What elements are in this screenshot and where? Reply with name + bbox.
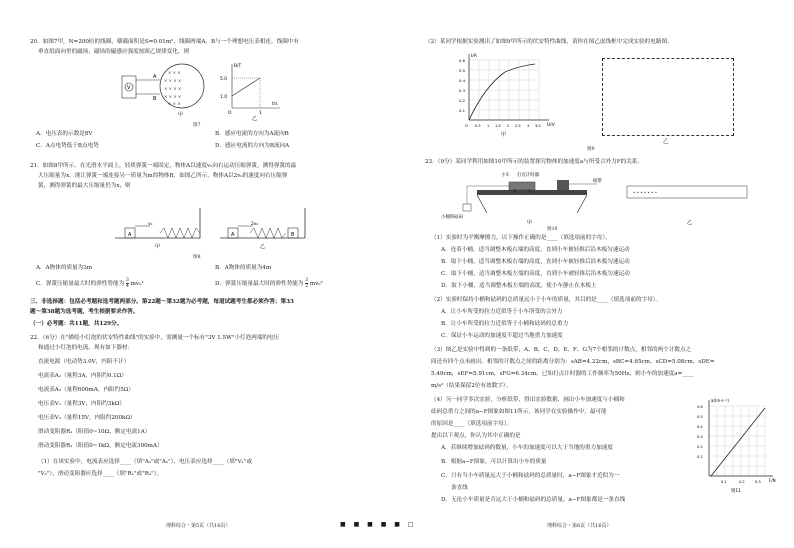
q22-item-1: 电流表A₁（量程3A，内阻约0.1Ω） bbox=[38, 373, 127, 379]
iu-xlabel: U/V bbox=[547, 123, 555, 128]
q20-stem-2: 垂直纸面向里的磁场，磁场的磁感应强度按图乙规律变化，则 bbox=[38, 49, 190, 55]
fig9-caption: 图9 bbox=[587, 147, 595, 152]
iu-origin: O bbox=[465, 123, 468, 128]
q21-opt-c bbox=[36, 278, 144, 289]
iu-ytick-3: 0.3 bbox=[459, 88, 466, 93]
af-xlabel: F/N bbox=[769, 478, 776, 483]
label-A: A bbox=[153, 74, 157, 80]
figure-11 bbox=[693, 396, 783, 496]
svg-text:• • • • • • •: • • • • • • • bbox=[633, 190, 658, 195]
fig9-jia: 甲 bbox=[501, 132, 507, 138]
fig7-caption: 图7 bbox=[193, 123, 201, 128]
right-page bbox=[397, 0, 794, 548]
q22-line1: 22．（6分）在"描绘小灯泡的伏安特性曲线"的实验中，需测量一个标有"3V 1.5W"小灯泡两端的电压 bbox=[30, 335, 280, 341]
af-xtick-1: 0.2 bbox=[739, 480, 745, 484]
iu-ytick-5: 0.1 bbox=[459, 108, 466, 113]
q23-sub4-a: （4）另一同学多次实验，分析纸带，得出实验数据，画出小车加速度与小桶和 bbox=[431, 397, 625, 403]
af-xtick-0: 0.1 bbox=[721, 480, 727, 484]
fig8-a1: A bbox=[128, 232, 132, 238]
af-ytick-2: 0.4 bbox=[697, 425, 703, 429]
q22b-line1: （2）某同学根据实验测出了如图9甲所示的伏安特性曲线，请你在图乙虚线框中完成实验的电路图。 bbox=[425, 39, 673, 45]
q21-opt-d bbox=[215, 278, 323, 289]
label-B: B bbox=[153, 96, 157, 102]
fig8-jia-label: 甲 bbox=[155, 244, 161, 250]
label-tape: 纸带 bbox=[593, 179, 602, 184]
q23-sub4-opt-c2: 条直线 bbox=[451, 485, 468, 491]
q22-item-6: 滑动变阻器R₂（阻值0~1kΩ，额定电流300mA） bbox=[38, 443, 163, 449]
q23-sub4-b: 砝码总重力之间的a−F图象如图11所示，该同学在实验操作中，最可能 bbox=[431, 409, 607, 415]
q21-opt-d-frac bbox=[305, 278, 308, 289]
fig7-yi: 乙 bbox=[252, 116, 258, 122]
fig10-yi: 乙 bbox=[687, 220, 693, 226]
af-ytick-0: 0.6 bbox=[697, 405, 703, 409]
q23-sub1-a: A．连着小桶，适当调整木板右端的高度，直到小车被轻推后沿木板匀速运动 bbox=[441, 247, 630, 253]
center-marks: ■ ■ ■ ■ ■ □ bbox=[340, 521, 417, 528]
fig10-tape bbox=[627, 186, 747, 226]
fig7-jia: 甲 bbox=[178, 112, 184, 118]
q23-sub2: （2）实验时保持小桶和砝码的总质量远小于小车的质量，其目的是____（填选项前的字母）。 bbox=[431, 297, 662, 303]
iu-grid bbox=[469, 60, 539, 120]
q22-item-4: 电压表V₂（量程15V，内阻约200kΩ） bbox=[38, 415, 136, 421]
q20-opt-b: B．感应电流的方向为A流向B bbox=[215, 131, 289, 137]
bt-y1: 5.0 bbox=[220, 77, 227, 82]
bt-origin: O bbox=[228, 111, 232, 116]
q22-item-0: 直流电源（电动势3.0V，内阻不计） bbox=[38, 359, 130, 365]
q23-sub1: （1）实验时为平衡摩擦力，以下操作正确的是____（填选项前的字母）。 bbox=[431, 235, 611, 241]
figure-7 bbox=[120, 58, 290, 122]
af-ytick-5: 0.1 bbox=[697, 455, 703, 459]
q22-item-3: 电压表V₁（量程3V，内阻约3kΩ） bbox=[38, 401, 125, 407]
q23-sub2-b: B．让小车所受的拉力近似等于小桶和砝码的总重力 bbox=[441, 321, 569, 327]
fig8-v0: v₀ bbox=[148, 222, 153, 227]
af-ytick-4: 0.2 bbox=[697, 445, 703, 449]
q22-sub1: （1）在该实验中，电流表应选择____（填"A₁"或"A₂"），电压表应选择____（填"V₁"或 bbox=[38, 459, 253, 465]
af-ytick-3: 0.3 bbox=[697, 435, 703, 439]
q21-opt-c-frac bbox=[126, 278, 129, 289]
circuit-answer-box[interactable] bbox=[602, 58, 734, 136]
q23-sub3-d: m/s²（结果保留2位有效数字）。 bbox=[431, 383, 512, 389]
q23-line1: 23．（9分）某同学利用如图10甲所示的装置探究物体的加速度a与所受合外力F的关系。 bbox=[425, 159, 643, 165]
q21-opt-d-text: D．弹簧压缩量最大时的弹性势能为 bbox=[215, 281, 304, 287]
bt-graph bbox=[220, 63, 280, 122]
svg-text:× × × ×: × × × × bbox=[164, 86, 182, 91]
q23-sub4-d: 提出以下观点，你认为其中正确的是 bbox=[431, 433, 521, 439]
bt-y2: 1.0 bbox=[220, 95, 227, 100]
q23-sub1-b: B．取下小桶，适当调整木板右端的高度，直到小车被轻推后沿木板匀速运动 bbox=[441, 259, 630, 265]
fig11-caption: 图11 bbox=[731, 489, 741, 494]
iu-ytick-1: 0.5 bbox=[459, 68, 466, 73]
label-car: 小车 bbox=[501, 173, 510, 178]
svg-text:× × ×: × × × bbox=[168, 101, 181, 106]
fig8-yi bbox=[220, 208, 305, 250]
iu-ytick-0: 0.6 bbox=[459, 58, 466, 63]
fig8-2v0: 2v₀ bbox=[251, 222, 259, 227]
q21-opt-c-tail: mv₀² bbox=[130, 281, 144, 287]
fig8-b: B bbox=[291, 232, 295, 238]
iu-ylabel: I/A bbox=[471, 54, 477, 59]
section3-line1: 三、非选择题：包括必考题和选考题两部分。第22题～第32题为必考题，每道试题考生都必须作答；第33 bbox=[30, 299, 294, 305]
label-bucket: 小桶和砝码 bbox=[441, 215, 463, 220]
q20-opt-c: C．A点电势低于B点电势 bbox=[36, 143, 99, 149]
q23-sub4-opt-b: B．根据a−F图象，可以计算出小车的质量 bbox=[441, 459, 547, 465]
svg-text:× × × ×: × × × × bbox=[164, 94, 182, 99]
fig9-yi: 乙 bbox=[663, 139, 669, 145]
iu-xtick-6: 3.5 bbox=[535, 124, 541, 128]
q23-sub1-d: D．取下小桶，适当调整木板左端的高度，使小车静止在木板上 bbox=[441, 283, 597, 289]
fig10-apparatus bbox=[441, 171, 602, 226]
q22-item-2: 电流表A₂（量程600mA，内阻约5Ω） bbox=[38, 387, 135, 393]
iu-ytick-4: 0.2 bbox=[459, 98, 466, 103]
q20-opt-a: A．电压表的示数是8V bbox=[36, 131, 93, 137]
q20-stem-1: 20．如图7甲，N=200匝的线圈，横截面积是S=0.01m²，线圈两端A、B与一个理想电压表相连。线圈中有 bbox=[30, 39, 299, 45]
fig8-jia bbox=[115, 208, 200, 250]
q20-opt-d: D．感应电流的方向为B流向A bbox=[215, 143, 290, 149]
q21-opt-d-num: 3 bbox=[305, 278, 309, 283]
bt-xlabel: t/s bbox=[272, 102, 278, 107]
q23-sub3-a: （3）图乙是实验中得到的一条纸带，A、B、C、D、E、F、G为7个相邻的计数点，相邻的两个计数点之 bbox=[431, 347, 692, 353]
q23-sub1-c: C．取下小桶，适当调整木板左端的高度，直到小车被轻推后沿木板匀速运动 bbox=[441, 271, 630, 277]
q23-sub2-a: A．让小车所受的拉力近似等于小车所受的合外力 bbox=[441, 309, 563, 315]
section3-sub1: （一）必考题：共11题，共129分。 bbox=[30, 321, 123, 327]
q21-stem-2: 大压缩量为x。现让弹簧一端连接另一质量为m的物体B，如图乙所示，物体A以2v₀的速度向右压缩弹 bbox=[38, 173, 288, 179]
fig10-jia: 甲 bbox=[527, 220, 533, 226]
q23-sub4-c: 的原因是____（填选项前字母）。 bbox=[431, 421, 513, 427]
q23-sub4-opt-c: C．只有当小车质量远大于小桶和砝码的总质量时，a−F图象才近似为一 bbox=[441, 473, 620, 479]
q23-sub3-c: 5.49cm，sEF=5.91cm，sFG=6.34cm。已知打点计时器的工作频率为50Hz，则小车的加速度a=____ bbox=[431, 371, 694, 377]
bt-x1: 1 bbox=[259, 111, 262, 116]
fig10-caption: 图10 bbox=[547, 227, 558, 232]
q21-opt-d-tail: mv₀² bbox=[309, 281, 323, 287]
q23-sub2-c: C．保证小车运动的加速度不超过当地重力加速度 bbox=[441, 333, 563, 339]
af-grid bbox=[709, 406, 765, 476]
q21-opt-a: A．A物体的质量为3m bbox=[36, 265, 93, 271]
fig8-a2: A bbox=[231, 232, 235, 238]
q23-sub3-b: 间还有四个点未画出。相邻的计数点之间的距离分别为：sAB=4.22cm，sBC=4.65cm，sCD=5.08cm，sDE= bbox=[431, 359, 715, 365]
q22-line2: 和通过小灯泡的电流。现有如下器材： bbox=[38, 345, 134, 351]
svg-text:× × ×: × × × bbox=[168, 70, 181, 75]
q21-opt-b: B．A物体的质量为4m bbox=[215, 265, 272, 271]
q22-item-5: 滑动变阻器R₁（阻值0~10Ω，额定电流1A） bbox=[38, 429, 151, 435]
fig8-caption: 图8 bbox=[193, 255, 201, 260]
footer-right: 理科综合・第6页（共16页） bbox=[547, 523, 612, 529]
label-timer: 打点计时器 bbox=[517, 173, 539, 178]
fig8-yi-label: 乙 bbox=[260, 244, 266, 250]
iu-xtick-0: 0.5 bbox=[475, 124, 481, 128]
q23-sub4-opt-a: A．若继续增加砝码的数量，小车的加速度可以大于当地的重力加速度 bbox=[441, 445, 613, 451]
q21-opt-c-text: C．弹簧压缩量最大时的弹性势能为 bbox=[36, 281, 125, 287]
svg-text:× × × ×: × × × × bbox=[164, 78, 182, 83]
q22-sub1b: "V₂"），滑动变阻器应选择____（填"R₁"或"R₂"）。 bbox=[38, 471, 163, 477]
figure-8 bbox=[110, 198, 330, 250]
iu-xtick-5: 3 bbox=[527, 124, 530, 128]
af-xtick-2: 0.3 bbox=[755, 480, 761, 484]
iu-xtick-4: 2.5 bbox=[515, 124, 521, 128]
q21-opt-c-num: 3 bbox=[125, 278, 129, 283]
iu-xtick-3: 2 bbox=[507, 124, 510, 128]
af-ylabel: a/(m·s⁻²) bbox=[711, 398, 729, 403]
coil-diagram bbox=[122, 64, 204, 118]
q21-opt-d-den: 2 bbox=[305, 284, 309, 289]
af-ytick-1: 0.5 bbox=[697, 415, 703, 419]
iu-ytick-2: 0.4 bbox=[459, 78, 466, 83]
figure-9-graph bbox=[455, 50, 575, 140]
q21-stem-3: 簧，测得弹簧的最大压缩量仍为x，则 bbox=[38, 183, 131, 189]
bt-ylabel: B/T bbox=[234, 64, 242, 69]
iu-xtick-2: 1.5 bbox=[495, 124, 501, 128]
footer-left: 理科综合・第5页（共16页） bbox=[166, 523, 231, 529]
iu-xtick-1: 1 bbox=[487, 124, 490, 128]
q21-stem-1: 21．如图8甲所示，在光滑水平面上，轻质弹簧一端固定，物体A以速度v₀向右运动压缩弹簧，测得弹簧的最 bbox=[30, 163, 297, 169]
voltmeter-label: V bbox=[127, 85, 131, 91]
figure-10 bbox=[437, 168, 757, 228]
q23-sub4-opt-d: D．无论小车质量是否远大于小桶和砝码的总质量，a−F图象都是一条直线 bbox=[441, 497, 626, 503]
section3-line2: 题～第38题为选考题，考生根据要求作答。 bbox=[30, 309, 139, 315]
q21-opt-c-den: 4 bbox=[125, 284, 129, 289]
